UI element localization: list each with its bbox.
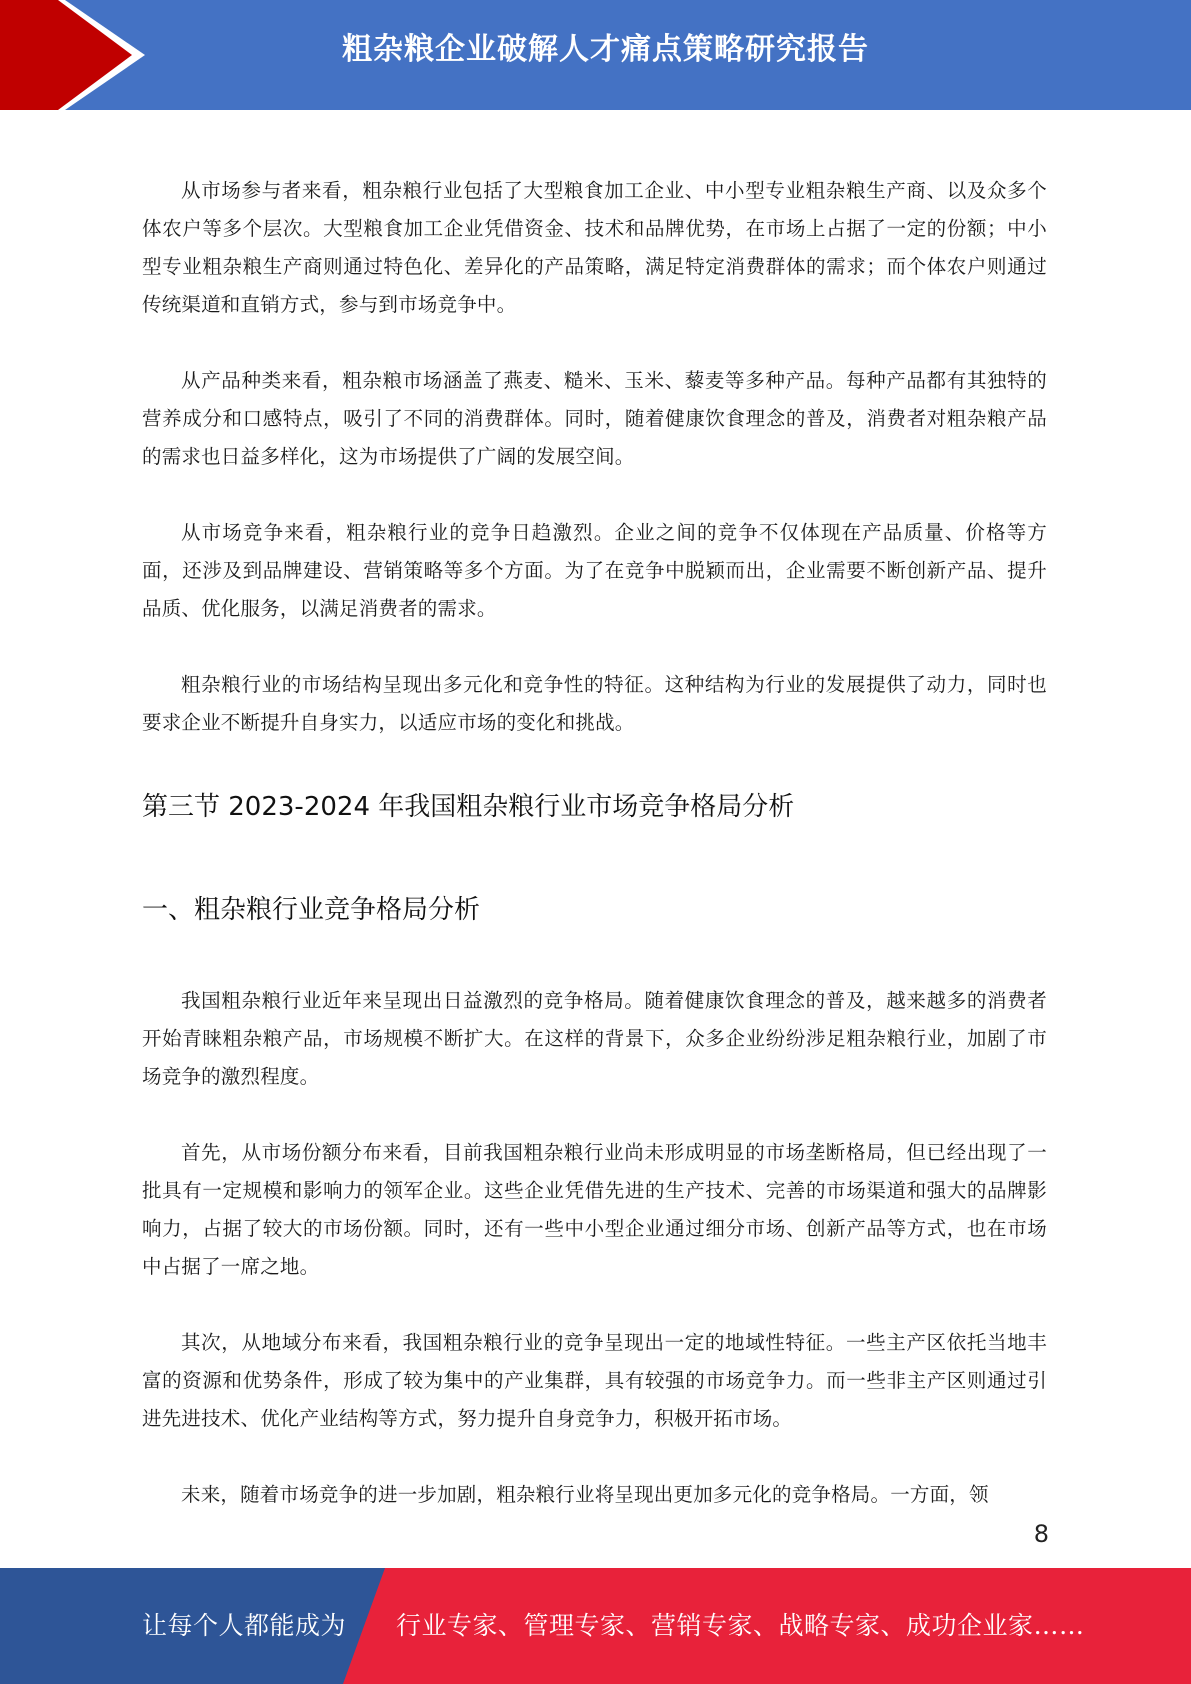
paragraph: 从市场竞争来看，粗杂粮行业的竞争日趋激烈。企业之间的竞争不仅体现在产品质量、价格等方面，还涉及到品牌建设、营销策略等多个方面。为了在竞争中脱颖而出，企业需要不断创新产品、提升品质、优化服务，以满足消费者的需求。 (142, 521, 1047, 620)
paragraph: 其次，从地域分布来看，我国粗杂粮行业的竞争呈现出一定的地域性特征。一些主产区依托当地丰富的资源和优势条件，形成了较为集中的产业集群，具有较强的市场竞争力。而一些非主产区则通过引进先进技术、优化产业结构等方式，努力提升自身竞争力，积极开拓市场。 (142, 1331, 1047, 1430)
page-number: 8 (1033, 1520, 1049, 1548)
subsection-title: 一、粗杂粮行业竞争格局分析 (142, 895, 481, 925)
document-body (142, 172, 1047, 1514)
paragraph: 粗杂粮行业的市场结构呈现出多元化和竞争性的特征。这种结构为行业的发展提供了动力，同时也要求企业不断提升自身实力，以适应市场的变化和挑战。 (142, 673, 1047, 734)
paragraph: 未来，随着市场竞争的进一步加剧，粗杂粮行业将呈现出更加多元化的竞争格局。一方面，领 (181, 1483, 989, 1506)
header-title: 粗杂粮企业破解人才痛点策略研究报告 (342, 32, 869, 67)
paragraph: 从市场参与者来看，粗杂粮行业包括了大型粮食加工企业、中小型专业粗杂粮生产商、以及众多个体农户等多个层次。大型粮食加工企业凭借资金、技术和品牌优势，在市场上占据了一定的份额；中小型专业粗杂粮生产商则通过特色化、差异化的产品策略，满足特定消费群体的需求；而个体农户则通过传统渠道和直销方式，参与到市场竞争中。 (142, 179, 1047, 316)
footer-slogan-left: 让每个人都能成为 (142, 1611, 347, 1640)
section-title: 第三节 2023-2024 年我国粗杂粮行业市场竞争格局分析 (142, 792, 795, 822)
paragraph: 首先，从市场份额分布来看，目前我国粗杂粮行业尚未形成明显的市场垄断格局，但已经出现了一批具有一定规模和影响力的领军企业。这些企业凭借先进的生产技术、完善的市场渠道和强大的品牌影响力，占据了较大的市场份额。同时，还有一些中小型企业通过细分市场、创新产品等方式，也在市场中占据了一席之地。 (142, 1141, 1047, 1278)
page-header-band (0, 0, 1191, 110)
footer-slogan-right: 行业专家、管理专家、营销专家、战略专家、成功企业家…… (396, 1611, 1085, 1640)
paragraph: 我国粗杂粮行业近年来呈现出日益激烈的竞争格局。随着健康饮食理念的普及，越来越多的消费者开始青睐粗杂粮产品，市场规模不断扩大。在这样的背景下，众多企业纷纷涉足粗杂粮行业，加剧了市场竞争的激烈程度。 (142, 989, 1047, 1088)
paragraph: 从产品种类来看，粗杂粮市场涵盖了燕麦、糙米、玉米、藜麦等多种产品。每种产品都有其独特的营养成分和口感特点，吸引了不同的消费群体。同时，随着健康饮食理念的普及，消费者对粗杂粮产品的需求也日益多样化，这为市场提供了广阔的发展空间。 (142, 369, 1047, 468)
page-footer-band (0, 1568, 1191, 1684)
